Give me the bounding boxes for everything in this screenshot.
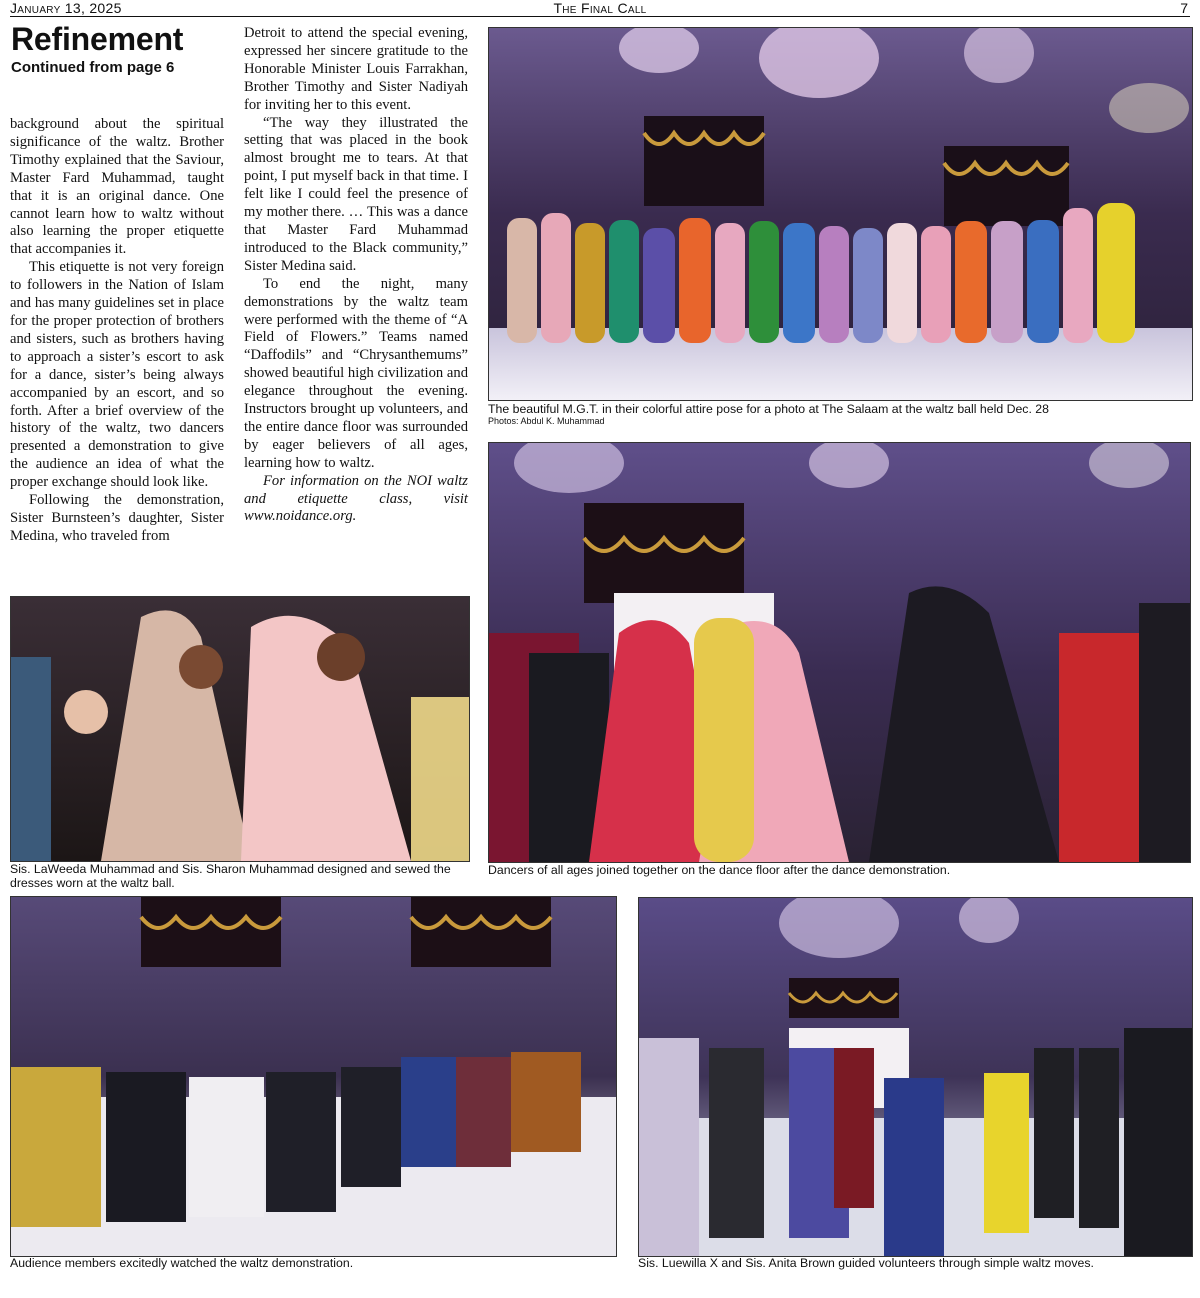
paragraph: This etiquette is not very foreign to followers in the Nation of Islam and has many guidelines set in place for the proper protection of brothers and sisters, such as brothers having to approach a sister’s escort to ask for a dance, sister’s being always accompanied by an escort, and so forth. After a brief overview of the history of the waltz, two dancers presented a demonstration to give the audience an idea of what the proper exchange should look like. (10, 259, 224, 491)
paragraph: “The way they illustrated the setting that was placed in the book almost brought me to tears. At that point, I put myself back in that time. I felt like I could feel the presence of my mother there. … This was a dance that Master Fard Muhammad introduced to the Black community,” Sister Medina said. (244, 114, 468, 274)
photo-volunteers (638, 897, 1193, 1257)
info-note: For information on the NOI waltz and etiquette class, visit www.noidance.org. (244, 472, 468, 525)
article-headline: Refinement (11, 21, 184, 57)
photo-dancers (488, 442, 1191, 863)
article-column-2 (244, 25, 468, 526)
photo-audience (10, 896, 617, 1257)
photo-caption-group: The beautiful M.G.T. in their colorful attire pose for a photo at The Salaam at the waltz ball held Dec. 28 (488, 402, 1049, 416)
issue-date: January 13, 2025 (10, 0, 122, 16)
photo-caption-volunteers: Sis. Luewilla X and Sis. Anita Brown guided volunteers through simple waltz moves. (638, 1256, 1094, 1270)
paragraph: To end the night, many demonstrations by the waltz team were performed with the theme of “A Field of Flowers.” Teams named “Daffodils” and “Chrysanthemums” showed beautiful high civilization and elegance throughout the evening. Instructors brought up volunteers, and the entire dance floor was surrounded by eager believers of all ages, learning how to waltz. (244, 275, 468, 471)
photo-caption-designers: Sis. LaWeeda Muhammad and Sis. Sharon Muhammad designed and sewed the dresses worn at the waltz ball. (10, 862, 451, 891)
article-column-1 (10, 116, 224, 546)
page-number: 7 (1180, 0, 1188, 16)
publication-name: The Final Call (553, 0, 647, 16)
continued-from-label: Continued from page 6 (11, 59, 175, 76)
paragraph: Detroit to attend the special evening, expressed her sincere gratitude to the Honorable Minister Louis Farrakhan, Brother Timothy and Sister Nadiyah for inviting her to this event. (244, 25, 468, 113)
paragraph: Following the demonstration, Sister Burnsteen’s daughter, Sister Medina, who traveled from (10, 492, 224, 544)
photo-caption-dancers: Dancers of all ages joined together on the dance floor after the dance demonstration. (488, 863, 951, 877)
photo-caption-audience: Audience members excitedly watched the waltz demonstration. (10, 1256, 354, 1270)
running-header (10, 0, 1190, 17)
paragraph: background about the spiritual significance of the waltz. Brother Timothy explained that the Saviour, Master Fard Muhammad, taught that it is an original dance. One cannot learn how to waltz without also learning the proper etiquette that accompanies it. (10, 116, 224, 258)
photo-designers (10, 596, 470, 862)
photo-group-pose (488, 27, 1193, 401)
photo-credit: Photos: Abdul K. Muhammad (488, 416, 605, 426)
